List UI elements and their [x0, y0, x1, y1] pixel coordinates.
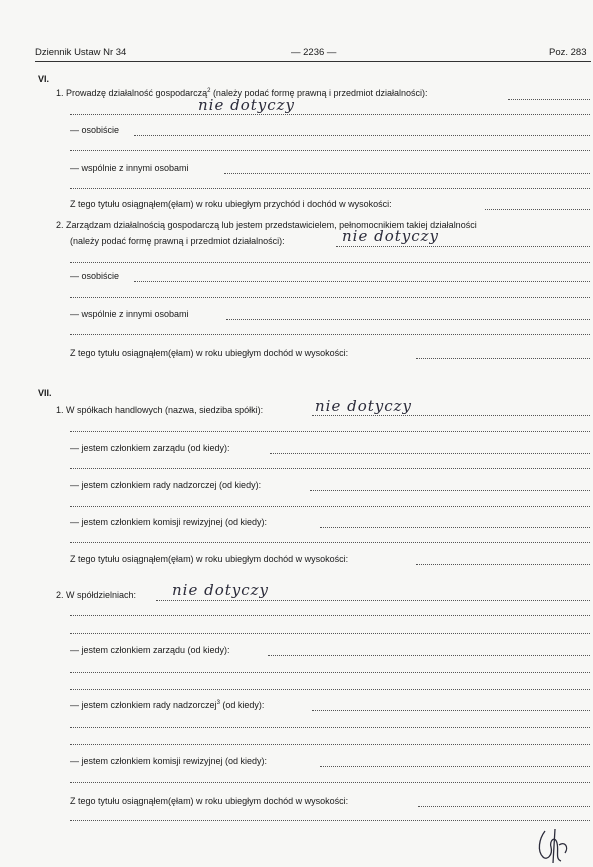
vi-income2-line [416, 358, 590, 359]
vii-item2-line2 [70, 615, 590, 616]
vii-supervisory-label: — jestem członkiem rady nadzorczej (od kiedy): [70, 480, 262, 490]
vii-item2-fill-line [156, 600, 590, 601]
vi-item2-handwritten-answer: nie dotyczy [342, 227, 440, 245]
vii-board2-label: — jestem członkiem zarządu (od kiedy): [70, 645, 230, 655]
vii-board-label: — jestem członkiem zarządu (od kiedy): [70, 443, 230, 453]
vi-item2-line1: 2. Zarządzam działalnością gospodarczą lub jestem przedstawicielem, pełnomocnikiem takiej działalności [56, 220, 477, 230]
vi-item1-line2 [70, 114, 590, 115]
vi-jointly2-label: — wspólnie z innymi osobami [70, 309, 189, 319]
vii-item2-label: 2. W spółdzielniach: [56, 590, 137, 600]
vi-item1-fill-line [508, 99, 590, 100]
position-number: Poz. 283 [549, 47, 587, 58]
vii-audit2-line2 [70, 782, 590, 783]
vi-income1-label: Z tego tytułu osiągnąłem(ęłam) w roku ubiegłym przychód i dochód w wysokości: [70, 199, 392, 209]
vii-supervisory2-line [312, 710, 590, 711]
vii-supervisory2-line2 [70, 727, 590, 728]
vii-item2-line3 [70, 633, 590, 634]
vi-item2-fill-line [336, 246, 590, 247]
vii-audit2-line [320, 766, 590, 767]
vi-personally-line2 [70, 150, 590, 151]
vi-jointly2-line2 [70, 334, 590, 335]
vii-supervisory2-label: — jestem członkiem rady nadzorczej$^3$ (od kiedy): [70, 700, 265, 710]
vi-item2-line3 [70, 262, 590, 263]
vi-item2-line2: (należy podać formę prawną i przedmiot działalności): [70, 236, 285, 246]
vi-personally2-line [134, 281, 590, 282]
vi-personally2-label: — osobiście [70, 271, 120, 281]
section-vii-title: VII. [38, 388, 52, 398]
vi-income1-line [485, 209, 590, 210]
vii-supervisory-line2 [70, 506, 590, 507]
vii-item1-fill-line [312, 415, 590, 416]
vii-board-line2 [70, 468, 590, 469]
vii-supervisory2-line3 [70, 744, 590, 745]
vii-board2-line [268, 655, 590, 656]
vii-board2-line3 [70, 689, 590, 690]
vi-item1-handwritten-answer: nie dotyczy [198, 96, 296, 114]
vi-personally2-line2 [70, 297, 590, 298]
vii-audit-line [320, 527, 590, 528]
vii-audit2-label: — jestem członkiem komisji rewizyjnej (od kiedy): [70, 756, 268, 766]
vi-jointly-line2 [70, 188, 590, 189]
vi-jointly2-line [226, 319, 590, 320]
vii-income2-line2 [70, 820, 590, 821]
vii-income2-label: Z tego tytułu osiągnąłem(ęłam) w roku ubiegłym dochód w wysokości: [70, 796, 349, 806]
vii-board2-line2 [70, 672, 590, 673]
vii-supervisory-line [310, 490, 590, 491]
vi-income2-label: Z tego tytułu osiągnąłem(ęłam) w roku ubiegłym dochód w wysokości: [70, 348, 349, 358]
vi-personally-line [134, 135, 590, 136]
vii-item1-line2 [70, 431, 590, 432]
vi-personally-label: — osobiście [70, 125, 120, 135]
page-number: — 2236 — [291, 47, 337, 58]
vii-income1-label: Z tego tytułu osiągnąłem(ęłam) w roku ubiegłym dochód w wysokości: [70, 554, 349, 564]
vii-item1-label: 1. W spółkach handlowych (nazwa, siedziba spółki): [56, 405, 264, 415]
signature-initials [535, 825, 575, 865]
vii-item1-handwritten-answer: nie dotyczy [315, 397, 413, 415]
vii-item2-handwritten-answer: nie dotyczy [172, 581, 270, 599]
vi-item1-label: 1. Prowadzę działalność gospodarczą$^2$ (należy podać formę prawną i przedmiot działalności): [56, 88, 428, 98]
vii-income1-line [416, 564, 590, 565]
section-vi-title: VI. [38, 74, 50, 84]
vii-board-line [270, 453, 590, 454]
vii-audit-line2 [70, 542, 590, 543]
vi-jointly-line [224, 173, 590, 174]
vii-income2-line [418, 806, 590, 807]
vi-jointly-label: — wspólnie z innymi osobami [70, 163, 189, 173]
vii-audit-label: — jestem członkiem komisji rewizyjnej (od kiedy): [70, 517, 268, 527]
header-rule [35, 61, 591, 62]
journal-title: Dziennik Ustaw Nr 34 [35, 47, 127, 58]
